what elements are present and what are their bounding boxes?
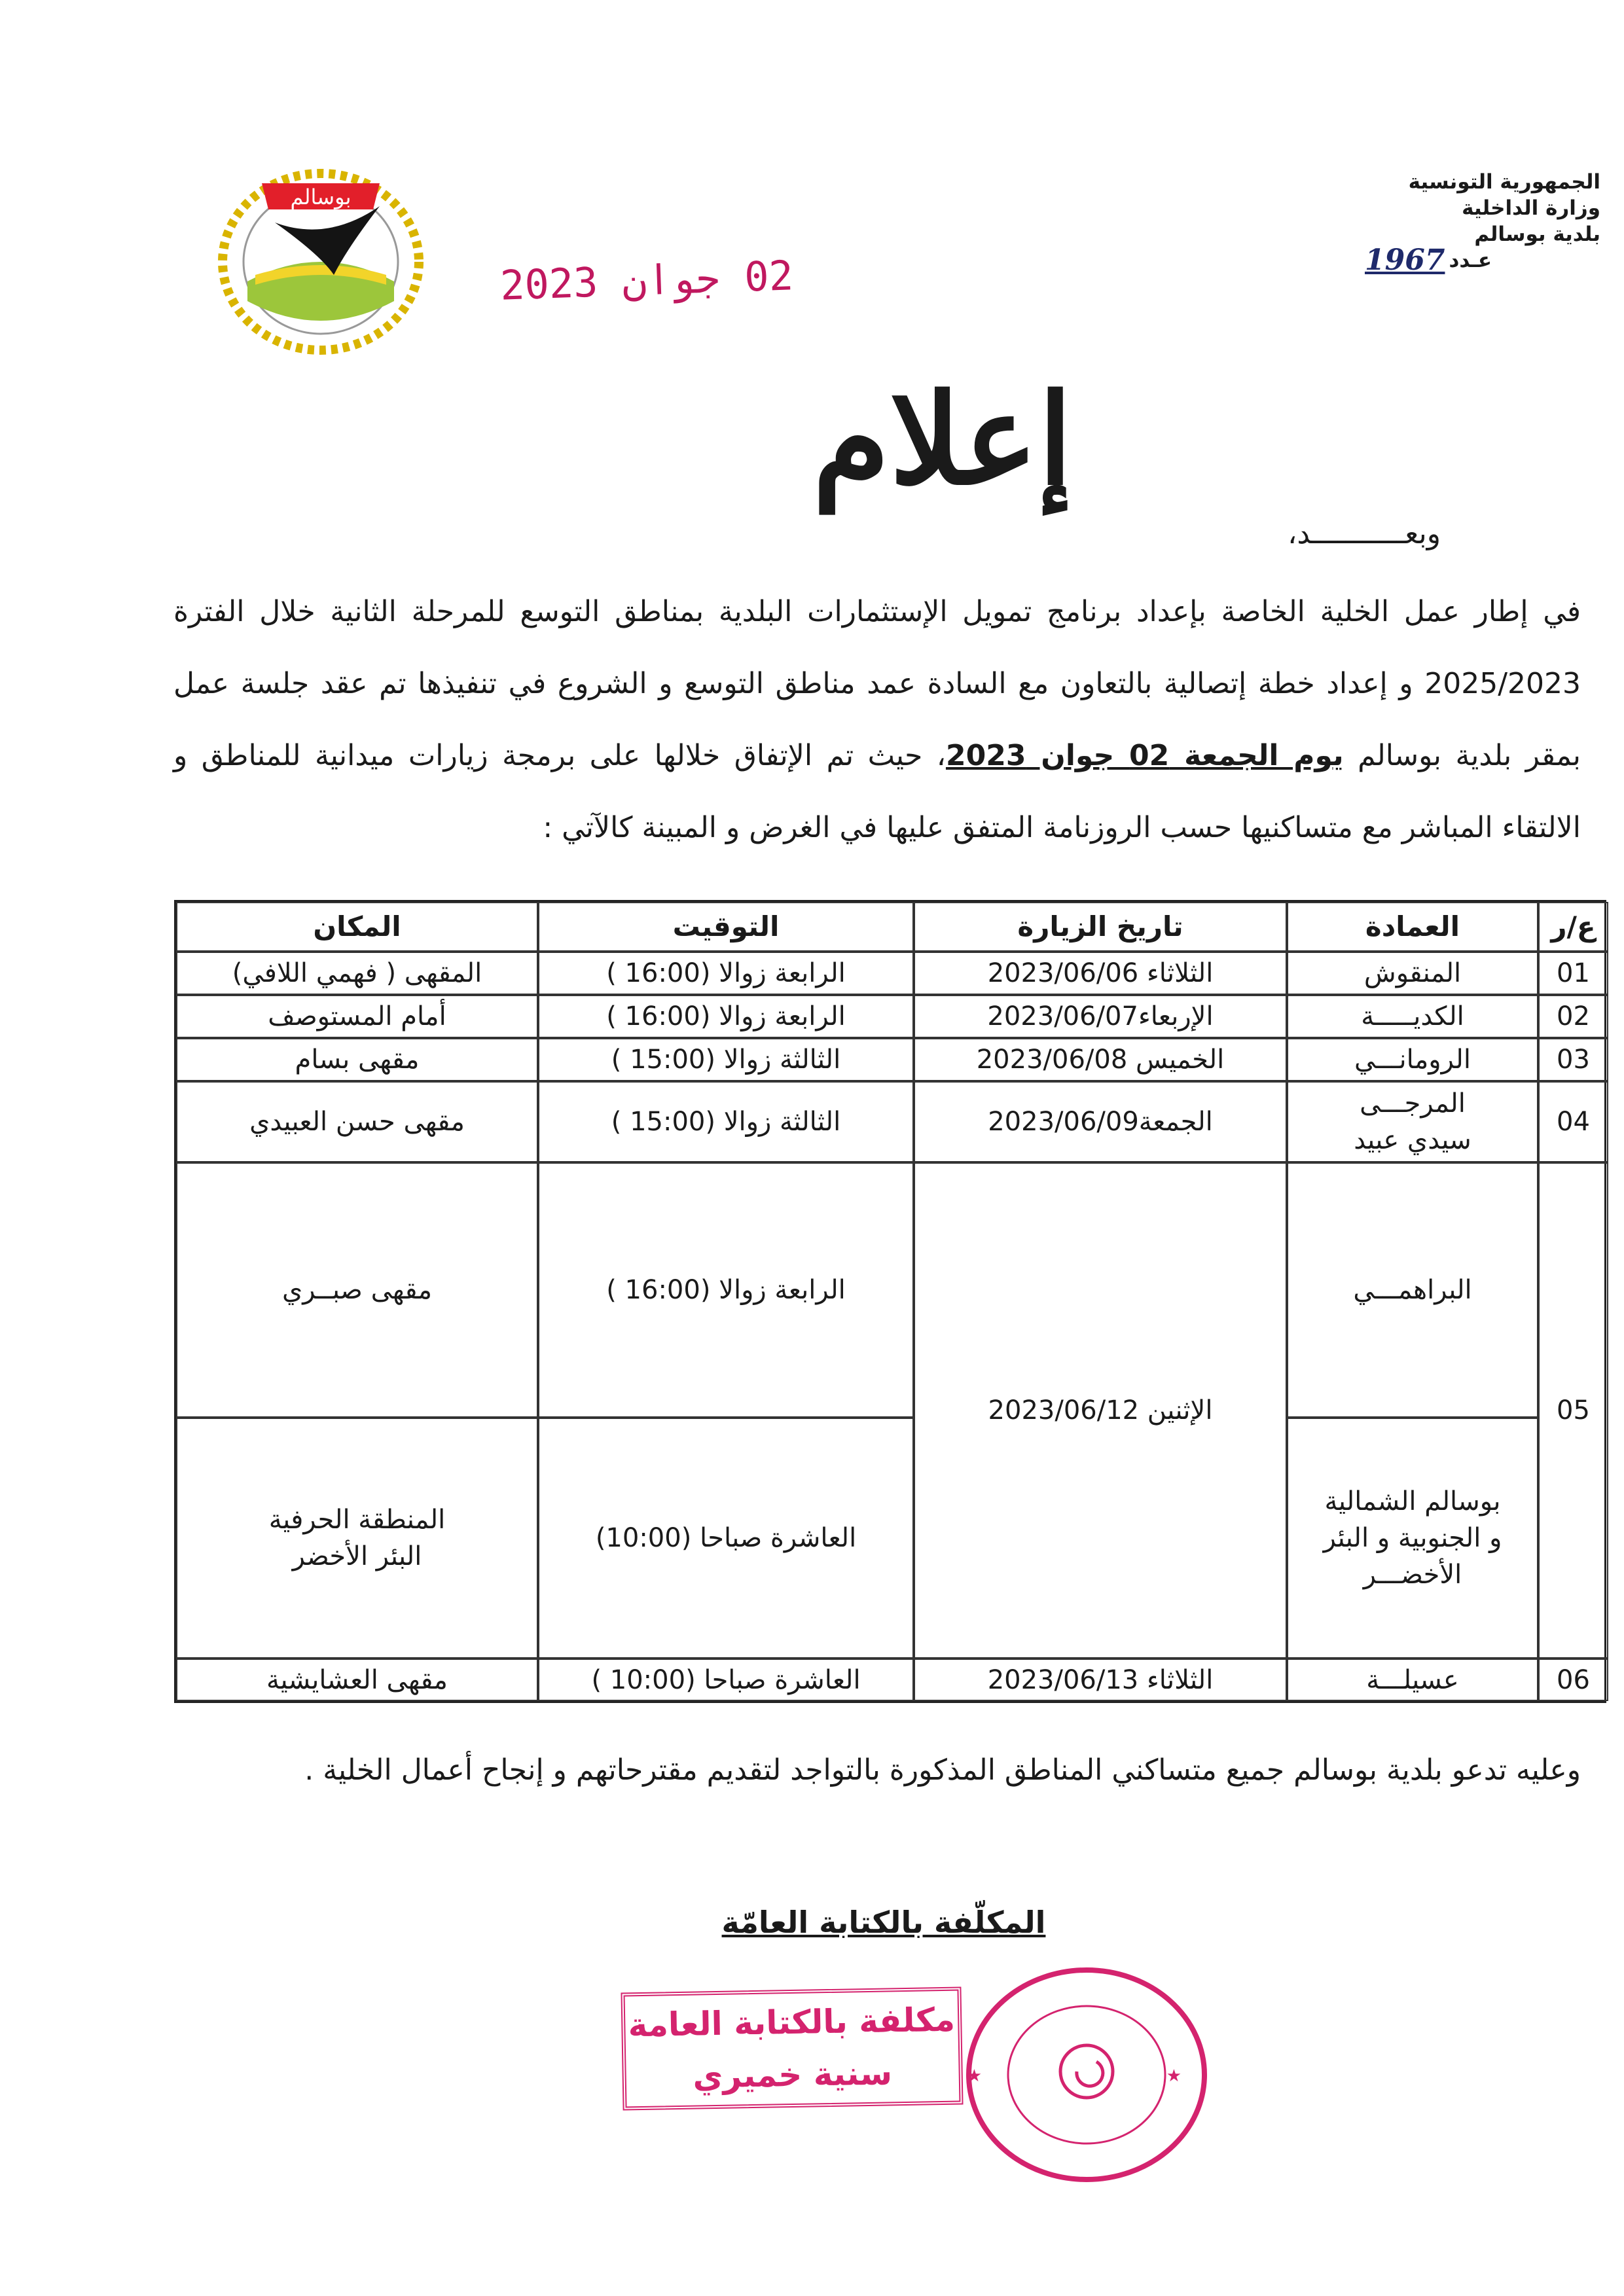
table-cell-date: الإثنين 2023/06/12 xyxy=(914,1162,1287,1659)
table-cell-imada: عسيلـــة xyxy=(1287,1659,1538,1701)
table-cell-no: 04 xyxy=(1538,1081,1608,1162)
table-cell-place: مقهى بسام xyxy=(176,1038,538,1081)
meeting-date: يوم الجمعة 02 جوان 2023 xyxy=(945,739,1344,772)
table-cell-time: العاشرة صباحا (10:00 ) xyxy=(538,1659,914,1701)
republic-name: الجمهورية التونسية xyxy=(1408,170,1600,194)
header-block xyxy=(1365,169,1600,277)
header-time: التوقيت xyxy=(538,902,914,952)
municipality-name: بلدية بوسالم xyxy=(1474,223,1600,246)
round-seal-stamp xyxy=(956,1957,1218,2193)
ref-number: 1967 xyxy=(1365,243,1445,277)
paragraph-part-2: ، حيث تم الإتفاق خلالها على برمجة زيارات ميدانية للمناطق و الالتقاء المباشر مع متساكنيها حسب الروزنامة المتفق عليها في الغرض و المبينة كالآتي : xyxy=(173,739,1581,844)
table-cell-imada: الكديـــــة xyxy=(1287,995,1538,1038)
table-cell-date: الإربعاء2023/06/07 xyxy=(914,995,1287,1038)
table-cell-place: مقهى صبــري xyxy=(176,1162,538,1418)
table-cell-place: المنطقة الحرفية البئر الأخضر xyxy=(176,1418,538,1659)
table-cell-date: الثلاثاء 2023/06/06 xyxy=(914,952,1287,995)
body-paragraph xyxy=(173,576,1581,864)
svg-text:★: ★ xyxy=(1166,2066,1182,2086)
table-cell-time: الرابعة زوالا (16:00 ) xyxy=(538,952,914,995)
ministry-name: وزارة الداخلية xyxy=(1462,196,1600,220)
table-cell-no: 03 xyxy=(1538,1038,1608,1081)
table-cell-time: الثالثة زوالا (15:00 ) xyxy=(538,1081,914,1162)
table-cell-date: الخميس 2023/06/08 xyxy=(914,1038,1287,1081)
logo-text: بوسالم xyxy=(290,185,352,209)
table-cell-no: 06 xyxy=(1538,1659,1608,1701)
table-cell-place: المقهى ( فهمي اللافي) xyxy=(176,952,538,995)
table-cell-time: الرابعة زوالا (16:00 ) xyxy=(538,1162,914,1418)
table-cell-date: الجمعة2023/06/09 xyxy=(914,1081,1287,1162)
table-cell-imada: بوسالم الشمالية و الجنوبية و البئر الأخضـــر xyxy=(1287,1418,1538,1659)
table-cell-date: الثلاثاء 2023/06/13 xyxy=(914,1659,1287,1701)
table-cell-place: أمام المستوصف xyxy=(176,995,538,1038)
table-cell-no: 02 xyxy=(1538,995,1608,1038)
table-cell-time: الرابعة زوالا (16:00 ) xyxy=(538,995,914,1038)
header-date: تاريخ الزيارة xyxy=(914,902,1287,952)
ref-number-line xyxy=(1365,243,1600,277)
table-cell-place: مقهى حسن العبيدي xyxy=(176,1081,538,1162)
paragraph-part-1: في إطار عمل الخلية الخاصة بإعداد برنامج تمويل الإستثمارات البلدية بمناطق التوسع للمرحلة الثانية خلال الفترة 2025/2023 و إعداد خطة إتصالية بالتعاون مع السادة عمد مناطق التوسع و الشروع في تنفيذها تم عقد جلسة عمل بمقر بلدية بوسالم xyxy=(173,595,1581,772)
table-cell-imada: الرومانـــي xyxy=(1287,1038,1538,1081)
table-cell-no: 05 xyxy=(1538,1162,1608,1659)
table-cell-time: العاشرة صباحا (10:00) xyxy=(538,1418,914,1659)
table-cell-place: مقهى العشايشية xyxy=(176,1659,538,1701)
closing-paragraph: وعليه تدعو بلدية بوسالم جميع متساكني المناطق المذكورة بالتواجد لتقديم مقترحاتهم و إنجاح أعمال الخلية . xyxy=(304,1753,1581,1787)
header-place: المكان xyxy=(176,902,538,952)
table-cell-imada: المرجـــى سيدي عبيد xyxy=(1287,1081,1538,1162)
table-cell-imada: المنقوش xyxy=(1287,952,1538,995)
municipality-logo xyxy=(196,144,445,367)
page-title: إعلام xyxy=(812,367,1073,512)
signature-title: المكلّفة بالكتابة العامّة xyxy=(721,1905,1046,1940)
table-cell-time: الثالثة زوالا (15:00 ) xyxy=(538,1038,914,1081)
number-label: عـدد xyxy=(1449,249,1492,272)
received-date-stamp: 02 جوان 2023 xyxy=(499,251,795,310)
greeting: وبعـــــــــــد، xyxy=(1288,517,1441,550)
header-imada: العمادة xyxy=(1287,902,1538,952)
visits-table xyxy=(174,900,1606,1703)
table-cell-no: 01 xyxy=(1538,952,1608,995)
stamp-line-2: سنية خميري xyxy=(692,2054,893,2096)
header-no: ع/ر xyxy=(1538,902,1608,952)
stamp-line-1: مكلفة بالكتابة العامة xyxy=(628,2000,956,2045)
official-stamp-rect xyxy=(621,1986,963,2110)
table-cell-imada: البراهمـــي xyxy=(1287,1162,1538,1418)
svg-text:★: ★ xyxy=(966,2066,982,2086)
